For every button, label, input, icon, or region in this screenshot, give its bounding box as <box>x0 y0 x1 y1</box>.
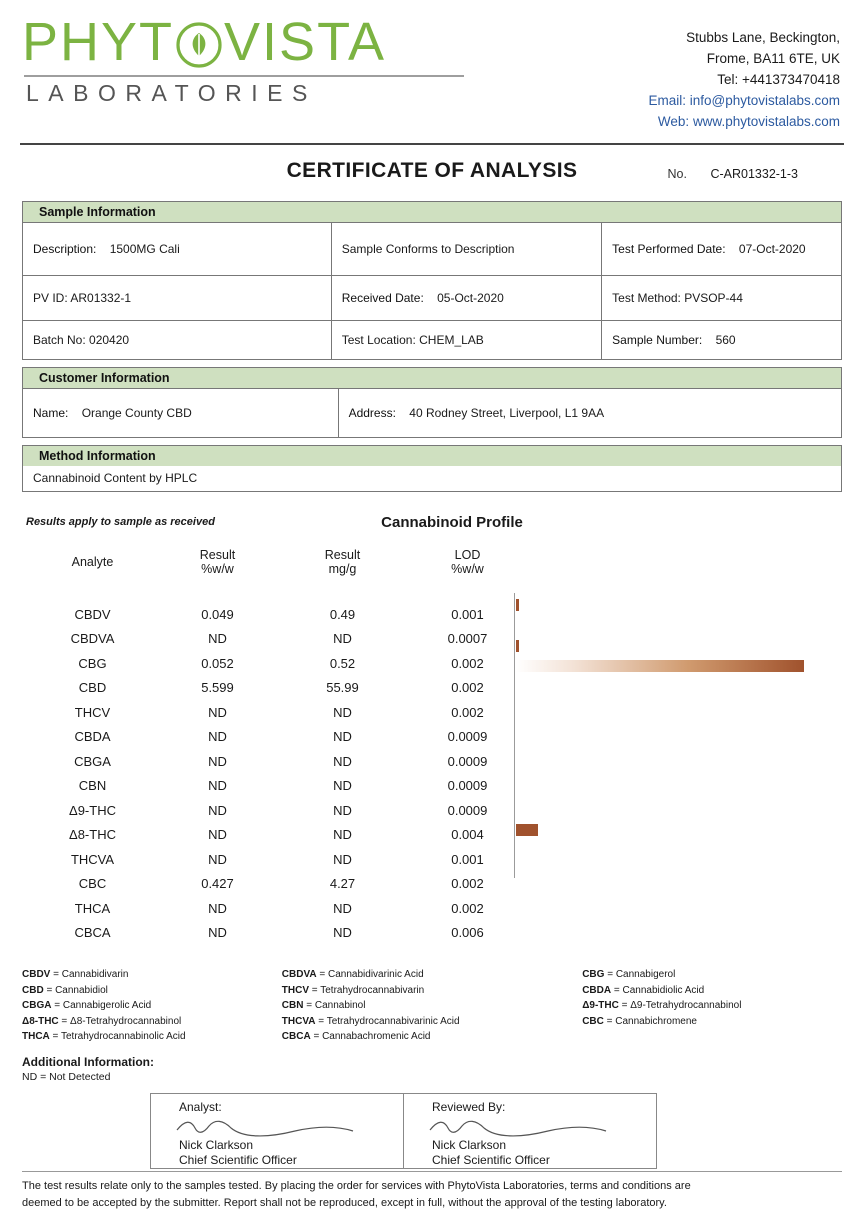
abbreviation-value: = Cannabidiol <box>43 984 108 996</box>
method-information-text: Cannabinoid Content by HPLC <box>22 466 842 492</box>
table-header-row <box>30 547 530 578</box>
analyte-name: CBDV <box>74 606 111 622</box>
column-header-analyte: Analyte <box>71 554 114 569</box>
abbreviation-value: = Δ9-Tetrahydrocannabinol <box>618 1000 742 1012</box>
logo-wordmark <box>22 14 482 71</box>
customer-name-value: Orange County CBD <box>81 405 192 420</box>
analyte-result-mg: 55.99 <box>326 680 359 696</box>
customer-address-value: 40 Rodney Street, Liverpool, L1 9AA <box>409 405 605 420</box>
abbreviation-key: CBGA <box>22 1000 52 1012</box>
column-header-result-pct-line2: %w/w <box>201 561 234 576</box>
analyte-results-table <box>30 547 530 946</box>
abbreviation-value: = Cannabinol <box>303 1000 366 1012</box>
analyte-lod: 0.0009 <box>447 778 488 794</box>
test-performed-label: Test Performed Date: <box>612 241 726 256</box>
analyte-lod: 0.0009 <box>447 802 488 818</box>
batch-no-cell: Batch No: 020420 <box>23 320 332 359</box>
sample-number-label: Sample Number: <box>612 332 703 347</box>
analyte-lod: 0.0009 <box>447 753 488 769</box>
abbreviation-item <box>582 983 836 999</box>
method-information-band: Method Information <box>22 445 842 466</box>
table-spacer-row <box>30 578 530 603</box>
received-date-cell <box>331 275 601 320</box>
analyte-rows <box>30 578 530 946</box>
table-row <box>30 872 530 897</box>
cannabinoid-profile-section <box>22 514 842 946</box>
analyte-result-pct: ND <box>208 802 227 818</box>
analyte-result-pct: ND <box>208 851 227 867</box>
customer-information-table <box>22 388 842 438</box>
received-date-value: 05-Oct-2020 <box>437 290 504 305</box>
analyte-result-pct: 0.052 <box>201 655 234 671</box>
table-row <box>30 602 530 627</box>
abbreviation-key: CBG <box>582 969 605 981</box>
description-label: Description: <box>33 241 97 256</box>
title-row <box>0 159 864 193</box>
additional-information-nd: ND = Not Detected <box>22 1070 111 1083</box>
abbreviation-item <box>582 1014 836 1030</box>
analyte-result-mg: 0.52 <box>329 655 356 671</box>
table-row <box>30 749 530 774</box>
customer-name-cell <box>23 388 339 437</box>
abbreviations-column-3 <box>582 967 842 1045</box>
page-title: CERTIFICATE OF ANALYSIS <box>286 158 578 182</box>
abbreviation-item <box>22 1029 276 1045</box>
logo-text-part1: PHYT <box>22 12 175 72</box>
logo-divider <box>24 75 464 77</box>
analyst-signature-cell <box>151 1094 403 1168</box>
analyte-name: CBCA <box>74 925 111 941</box>
abbreviation-item <box>282 983 576 999</box>
analyte-result-mg: ND <box>333 802 352 818</box>
column-header-result-mg-line1: Result <box>324 547 361 562</box>
analyte-bar <box>516 640 519 652</box>
test-method-cell: Test Method: PVSOP-44 <box>602 275 842 320</box>
table-row <box>30 798 530 823</box>
analyte-name: THCV <box>74 704 111 720</box>
description-cell <box>23 222 332 275</box>
abbreviation-key: CBDVA <box>281 969 317 981</box>
analyte-lod: 0.002 <box>451 704 484 720</box>
document-footer <box>0 1171 864 1211</box>
leaf-logo-icon <box>175 21 223 69</box>
test-performed-value: 07-Oct-2020 <box>738 241 806 256</box>
abbreviation-item <box>582 967 836 983</box>
abbreviation-item <box>22 1014 276 1030</box>
table-row <box>30 921 530 946</box>
column-header-lod-line1: LOD <box>454 547 481 562</box>
sample-number-value: 560 <box>715 332 736 347</box>
received-date-label: Received Date: <box>341 290 424 305</box>
analyst-label: Analyst: <box>179 1099 222 1114</box>
customer-address-cell <box>338 388 841 437</box>
analyte-name: CBD <box>78 680 107 696</box>
certificate-number-value: C-AR01332-1-3 <box>710 166 798 181</box>
description-value: 1500MG Cali <box>109 241 180 256</box>
analyte-lod: 0.002 <box>451 680 484 696</box>
analyte-lod: 0.001 <box>451 606 484 622</box>
table-row <box>30 896 530 921</box>
analyte-result-pct: 5.599 <box>201 680 234 696</box>
reviewer-name: Nick Clarkson <box>432 1137 507 1152</box>
abbreviations-block <box>22 967 842 1045</box>
analyte-result-mg: ND <box>333 827 352 843</box>
abbreviation-value: = Cannabachromenic Acid <box>310 1031 431 1043</box>
analyte-name: THCVA <box>70 851 115 867</box>
abbreviation-key: Δ8-THC <box>22 1015 59 1027</box>
table-row <box>30 676 530 701</box>
customer-address-label: Address: <box>348 405 396 420</box>
abbreviation-item <box>22 983 276 999</box>
analyst-name: Nick Clarkson <box>179 1137 254 1152</box>
analyte-bar <box>516 599 519 611</box>
abbreviation-key: CBDV <box>22 969 51 981</box>
address-line-2: Frome, BA11 6TE, UK <box>706 50 840 66</box>
analyte-result-mg: ND <box>333 925 352 941</box>
analyte-lod: 0.0007 <box>447 631 488 647</box>
analyte-result-pct: ND <box>208 729 227 745</box>
reviewer-signature-cell <box>403 1094 656 1168</box>
table-row <box>30 823 530 848</box>
sample-information-band: Sample Information <box>22 201 842 222</box>
table-row <box>23 388 842 437</box>
abbreviation-key: THCV <box>281 984 310 996</box>
table-row <box>30 627 530 652</box>
column-header-result-mg-line2: mg/g <box>328 561 357 576</box>
abbreviation-item <box>282 967 576 983</box>
analyte-bar <box>516 660 804 672</box>
analyte-result-pct: ND <box>208 631 227 647</box>
analyte-name: CBDA <box>74 729 111 745</box>
reviewer-label: Reviewed By: <box>432 1099 506 1114</box>
customer-information-band: Customer Information <box>22 367 842 388</box>
analyst-role: Chief Scientific Officer <box>179 1152 297 1167</box>
reviewer-role: Chief Scientific Officer <box>432 1152 550 1167</box>
abbreviation-key: CBC <box>582 1015 604 1027</box>
abbreviation-value: = Cannabidiolic Acid <box>611 984 705 996</box>
table-row <box>23 275 842 320</box>
certificate-number <box>668 167 798 181</box>
abbreviation-value: = Cannabichromene <box>603 1015 697 1027</box>
analyte-lod: 0.006 <box>451 925 484 941</box>
logo-text-part2: VISTA <box>224 12 387 72</box>
analyte-result-mg: ND <box>333 851 352 867</box>
header-divider <box>20 143 844 145</box>
analyte-result-mg: ND <box>333 631 352 647</box>
table-row <box>30 651 530 676</box>
analyte-result-mg: ND <box>333 753 352 769</box>
abbreviation-value: = Tetrahydrocannabinolic Acid <box>49 1031 186 1043</box>
signature-block <box>150 1093 657 1169</box>
analyte-lod: 0.0009 <box>447 729 488 745</box>
abbreviation-value: = Cannabigerolic Acid <box>51 1000 152 1012</box>
analyte-bar <box>516 824 538 836</box>
analyte-name: Δ9-THC <box>69 802 116 818</box>
abbreviation-key: THCA <box>22 1031 50 1043</box>
analyte-result-pct: ND <box>208 778 227 794</box>
abbreviation-value: = Tetrahydrocannabivarinic Acid <box>315 1015 460 1027</box>
analyte-lod: 0.002 <box>451 876 484 892</box>
footer-divider <box>22 1171 842 1172</box>
abbreviation-key: CBCA <box>281 1031 311 1043</box>
table-row <box>23 222 842 275</box>
footer-line-2: deemed to be accepted by the submitter. Report shall not be reproduced, except in full, without the approval of the testing laboratory. <box>22 1196 667 1209</box>
analyte-lod: 0.002 <box>451 900 484 916</box>
analyte-result-mg: ND <box>333 778 352 794</box>
abbreviation-item <box>282 1014 576 1030</box>
abbreviation-item <box>22 967 276 983</box>
footer-line-1: The test results relate only to the samples tested. By placing the order for services with PhytoVista Laboratories, terms and conditions are <box>22 1180 691 1192</box>
abbreviation-value: = Cannabigerol <box>604 969 676 981</box>
analyte-name: THCA <box>74 900 111 916</box>
analyte-lod: 0.002 <box>451 655 484 671</box>
certificate-number-label: No. <box>667 166 687 181</box>
column-header-result-mg <box>280 547 405 578</box>
logo-subtitle: LABORATORIES <box>26 79 317 106</box>
table-row <box>30 725 530 750</box>
information-tables <box>22 201 842 492</box>
analyte-result-pct: ND <box>208 753 227 769</box>
abbreviation-value: = Δ8-Tetrahydrocannabinol <box>58 1015 182 1027</box>
abbreviation-key: Δ9-THC <box>582 1000 619 1012</box>
pv-id-cell: PV ID: AR01332-1 <box>23 275 332 320</box>
company-website[interactable]: Web: www.phytovistalabs.com <box>657 113 840 129</box>
analyte-name: CBGA <box>74 753 111 769</box>
analyte-result-pct: ND <box>208 900 227 916</box>
address-line-3: Tel: +441373470418 <box>717 71 840 87</box>
conforms-cell: Sample Conforms to Description <box>331 222 601 275</box>
table-row <box>30 847 530 872</box>
abbreviation-key: CBN <box>281 1000 304 1012</box>
profile-chart <box>22 547 842 946</box>
analyte-result-pct: 0.049 <box>201 606 234 622</box>
analyte-name: CBC <box>78 876 107 892</box>
profile-title: Cannabinoid Profile <box>381 513 523 531</box>
column-header-result-pct-line1: Result <box>199 547 236 562</box>
abbreviation-value: = Cannabidivarin <box>50 969 129 981</box>
analyte-result-mg: 0.49 <box>329 606 356 622</box>
analyte-result-mg: ND <box>333 900 352 916</box>
abbreviation-value: = Cannabidivarinic Acid <box>316 969 424 981</box>
document-header <box>0 0 864 133</box>
test-location-cell: Test Location: CHEM_LAB <box>331 320 601 359</box>
abbreviation-key: THCVA <box>281 1015 316 1027</box>
column-header-result-pct <box>155 547 280 578</box>
test-performed-cell <box>602 222 842 275</box>
sample-number-cell <box>602 320 842 359</box>
column-header-lod <box>405 547 530 578</box>
analyte-name: CBG <box>78 655 107 671</box>
analyte-name: Δ8-THC <box>69 827 116 843</box>
table-row <box>30 774 530 799</box>
table-row <box>30 700 530 725</box>
analyte-name: CBDVA <box>70 631 115 647</box>
analyte-lod: 0.004 <box>451 827 484 843</box>
column-header-lod-line2: %w/w <box>451 561 484 576</box>
additional-information <box>22 1055 842 1083</box>
address-line-1: Stubbs Lane, Beckington, <box>686 30 840 45</box>
analyte-result-mg: 4.27 <box>329 876 356 892</box>
analyte-result-pct: ND <box>208 925 227 941</box>
analyte-result-mg: ND <box>333 729 352 745</box>
analyte-lod: 0.001 <box>451 851 484 867</box>
analyte-result-pct: 0.427 <box>201 876 234 892</box>
analyte-name: CBN <box>78 778 107 794</box>
company-email[interactable]: Email: info@phytovistalabs.com <box>648 92 840 108</box>
customer-name-label: Name: <box>33 405 69 420</box>
abbreviation-item <box>282 1029 576 1045</box>
abbreviation-value: = Tetrahydrocannabivarin <box>309 984 425 996</box>
results-note: Results apply to sample as received <box>26 515 215 528</box>
analyte-result-mg: ND <box>333 704 352 720</box>
analyte-result-pct: ND <box>208 704 227 720</box>
abbreviation-key: CBD <box>22 984 44 996</box>
company-address <box>648 14 840 133</box>
bar-chart-area <box>514 593 815 878</box>
sample-information-table <box>22 222 842 360</box>
abbreviations-column-1 <box>22 967 282 1045</box>
abbreviation-item <box>582 998 836 1014</box>
abbreviation-key: CBDA <box>582 984 612 996</box>
abbreviation-item <box>282 998 576 1014</box>
additional-information-heading: Additional Information: <box>22 1054 154 1069</box>
analyte-result-pct: ND <box>208 827 227 843</box>
abbreviations-column-2 <box>282 967 582 1045</box>
table-row <box>23 320 842 359</box>
company-logo <box>22 14 482 107</box>
abbreviation-item <box>22 998 276 1014</box>
